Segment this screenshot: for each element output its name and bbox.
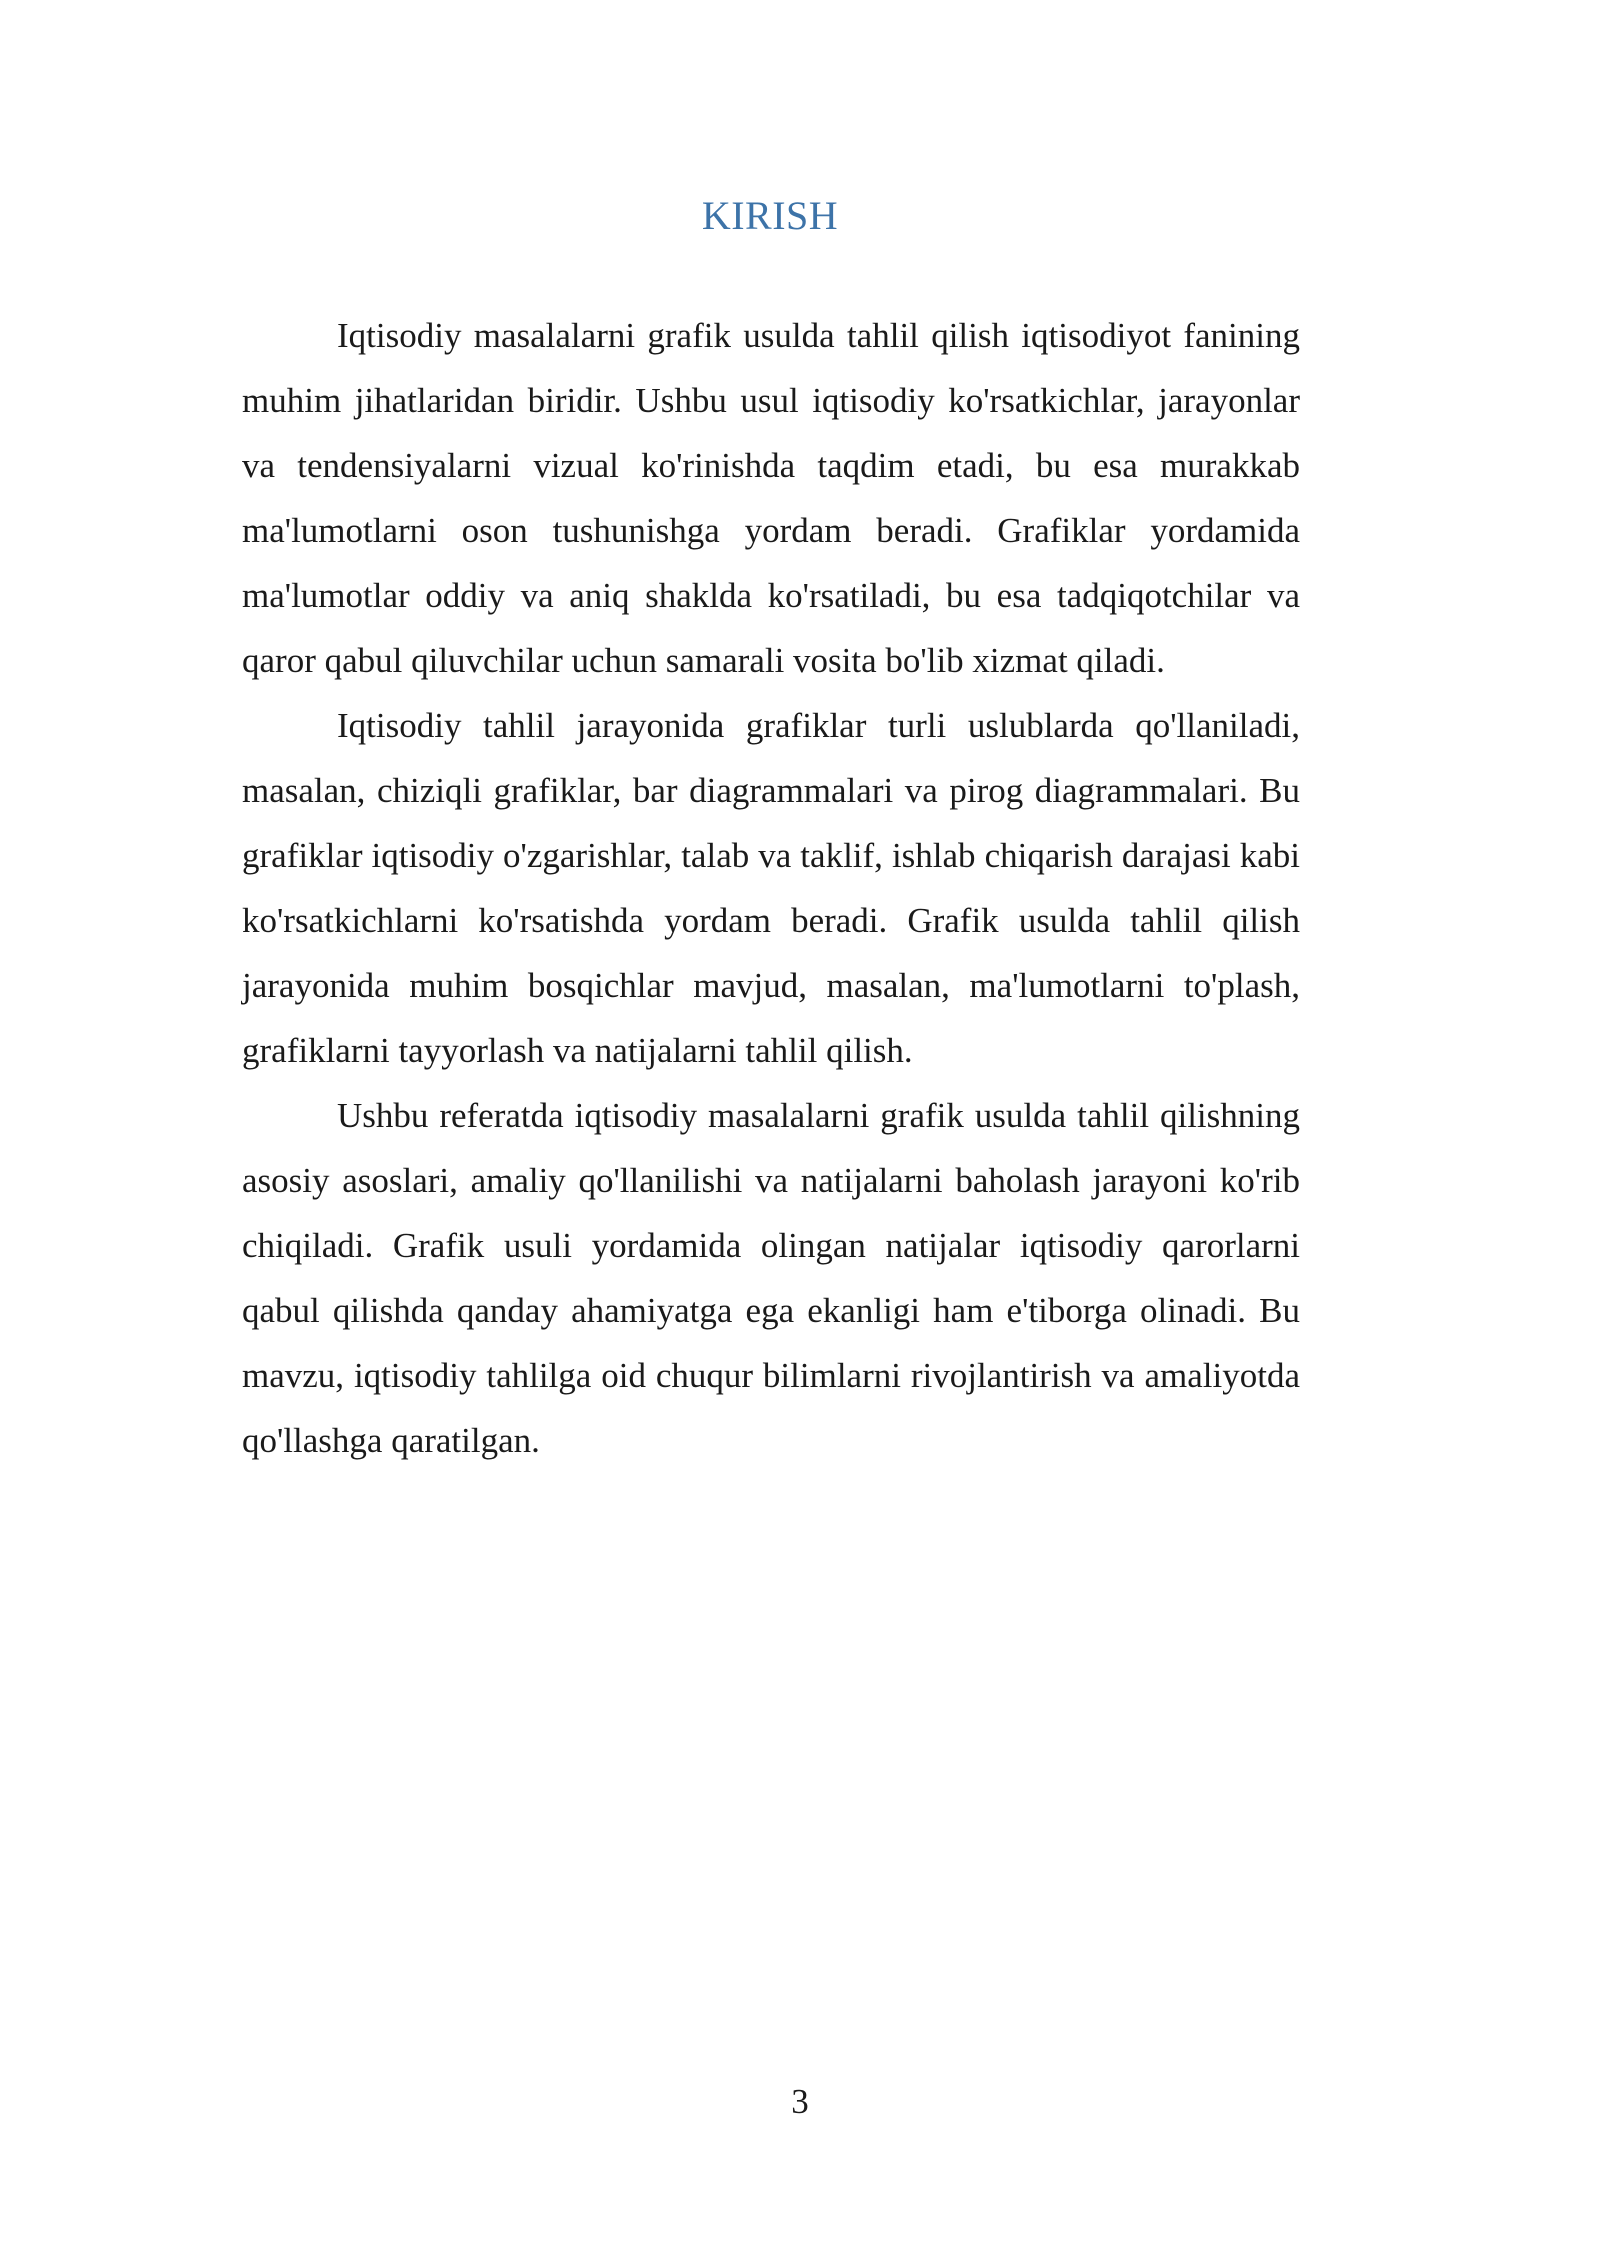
- page-number: 3: [791, 2082, 809, 2121]
- paragraph-3: Ushbu referatda iqtisodiy masalalarni grafik usulda tahlil qilishning asosiy asoslari, amaliy qo'llanilishi va natijalarni baholash jarayoni ko'rib chiqiladi. Grafik usuli yordamida olingan natijalar iqtisodiy qarorlarni qabul qilishda qanday ahamiyatga ega ekanligi ham e'tiborga olinadi. Bu mavzu, iqtisodiy tahlilga oid chuqur bilimlarni rivojlantirish va amaliyotda qo'llashga qaratilgan.: [242, 1096, 1300, 1460]
- paragraph-2: Iqtisodiy tahlil jarayonida grafiklar turli uslublarda qo'llaniladi, masalan, chiziqli grafiklar, bar diagrammalari va pirog diagrammalari. Bu grafiklar iqtisodiy o'zgarishlar, talab va taklif, ishlab chiqarish darajasi kabi ko'rsatkichlarni ko'rsatishda yordam beradi. Grafik usulda tahlil qilish jarayonida muhim bosqichlar mavjud, masalan, ma'lumotlarni to'plash, grafiklarni tayyorlash va natijalarni tahlil qilish.: [242, 706, 1300, 1070]
- page-title: KIRISH: [701, 193, 839, 238]
- paragraph-1: Iqtisodiy masalalarni grafik usulda tahlil qilish iqtisodiyot fanining muhim jihatlaridan biridir. Ushbu usul iqtisodiy ko'rsatkichlar, jarayonlar va tendensiyalarni vizual ko'rinishda taqdim etadi, bu esa murakkab ma'lumotlarni oson tushunishga yordam beradi. Grafiklar yordamida ma'lumotlar oddiy va aniq shaklda ko'rsatiladi, bu esa tadqiqotchilar va qaror qabul qiluvchilar uchun samarali vosita bo'lib xizmat qiladi.: [242, 316, 1300, 680]
- document-body: [242, 303, 1300, 1473]
